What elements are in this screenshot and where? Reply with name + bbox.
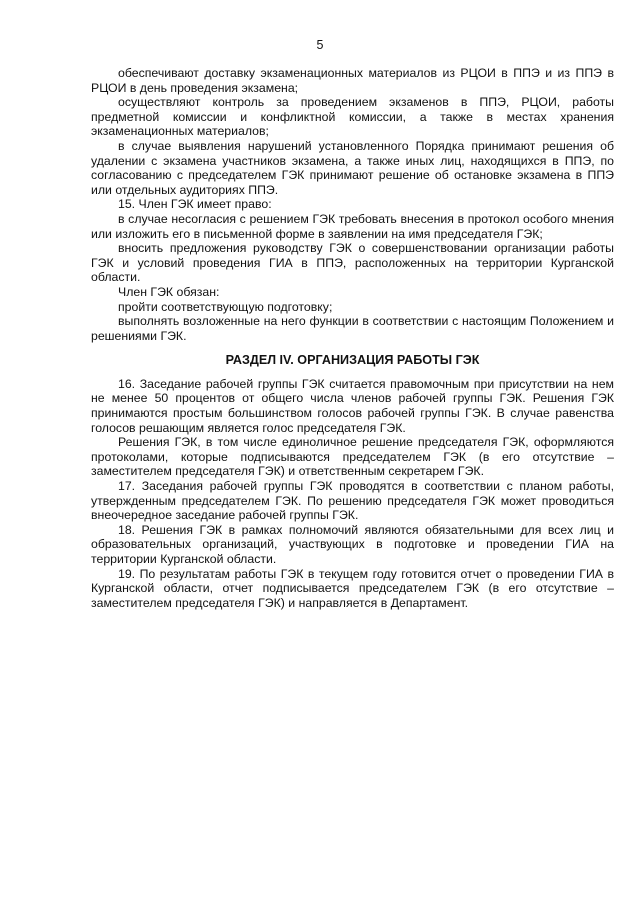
paragraph: Решения ГЭК, в том числе единоличное решение председателя ГЭК, оформляются протоколами, которые подписываются председателем ГЭК (в его отсутствие – заместителем председателя ГЭК) и ответственным секретарем ГЭК. xyxy=(91,435,614,479)
paragraph: 15. Член ГЭК имеет право: xyxy=(118,197,272,212)
paragraph: 18. Решения ГЭК в рамках полномочий являются обязательными для всех лиц и образовательных организаций, участвующих в подготовке и проведении ГИА на территории Курганской области. xyxy=(91,522,614,566)
paragraph: 16. Заседание рабочей группы ГЭК считается правомочным при присутствии на нем не менее 50 процентов от общего числа членов рабочей группы ГЭК. Решения ГЭК принимаются простым большинством голосов рабочей группы ГЭК. В случае равенства голосов решающим является голос председателя ГЭК. xyxy=(91,376,614,435)
paragraph: в случае несогласия с решением ГЭК требовать внесения в протокол особого мнения или изложить его в письменной форме в заявлении на имя председателя ГЭК; xyxy=(91,211,614,241)
paragraph: 19. По результатам работы ГЭК в текущем году готовится отчет о проведении ГИА в Курганской области, отчет подписывается председателем ГЭК (в его отсутствие – заместителем председателя ГЭК) и направляется в Департамент. xyxy=(91,566,614,610)
paragraph: выполнять возложенные на него функции в соответствии с настоящим Положением и решениями ГЭК. xyxy=(91,314,614,343)
paragraph: пройти соответствующую подготовку; xyxy=(118,299,333,314)
paragraph: 17. Заседания рабочей группы ГЭК проводятся в соответствии с планом работы, утвержденным председателем ГЭК. По решению председателя ГЭК может проводиться внеочередное заседание рабочей группы ГЭК. xyxy=(91,479,614,523)
paragraph: осуществляют контроль за проведением экзаменов в ППЭ, РЦОИ, работы предметной комиссии и конфликтной комиссии, а также в местах хранения экзаменационных материалов; xyxy=(91,95,614,139)
page-number: 5 xyxy=(316,38,324,52)
section-title: РАЗДЕЛ IV. ОРГАНИЗАЦИЯ РАБОТЫ ГЭК xyxy=(225,353,480,368)
paragraph: Член ГЭК обязан: xyxy=(118,284,220,299)
paragraph: в случае выявления нарушений установленного Порядка принимают решения об удалении с экзамена участников экзамена, а также иных лиц, находящихся в ППЭ, по согласованию с председателем ГЭК принимают решение об остановке экзамена в ППЭ или отдельных аудиториях ППЭ. xyxy=(91,138,614,197)
paragraph: вносить предложения руководству ГЭК о совершенствовании организации работы ГЭК и условий проведения ГИА в ППЭ, расположенных на территории Курганской области. xyxy=(91,241,614,285)
document-body xyxy=(91,66,614,610)
paragraph: обеспечивают доставку экзаменационных материалов из РЦОИ в ППЭ и из ППЭ в РЦОИ в день проведения экзамена; xyxy=(91,66,614,95)
